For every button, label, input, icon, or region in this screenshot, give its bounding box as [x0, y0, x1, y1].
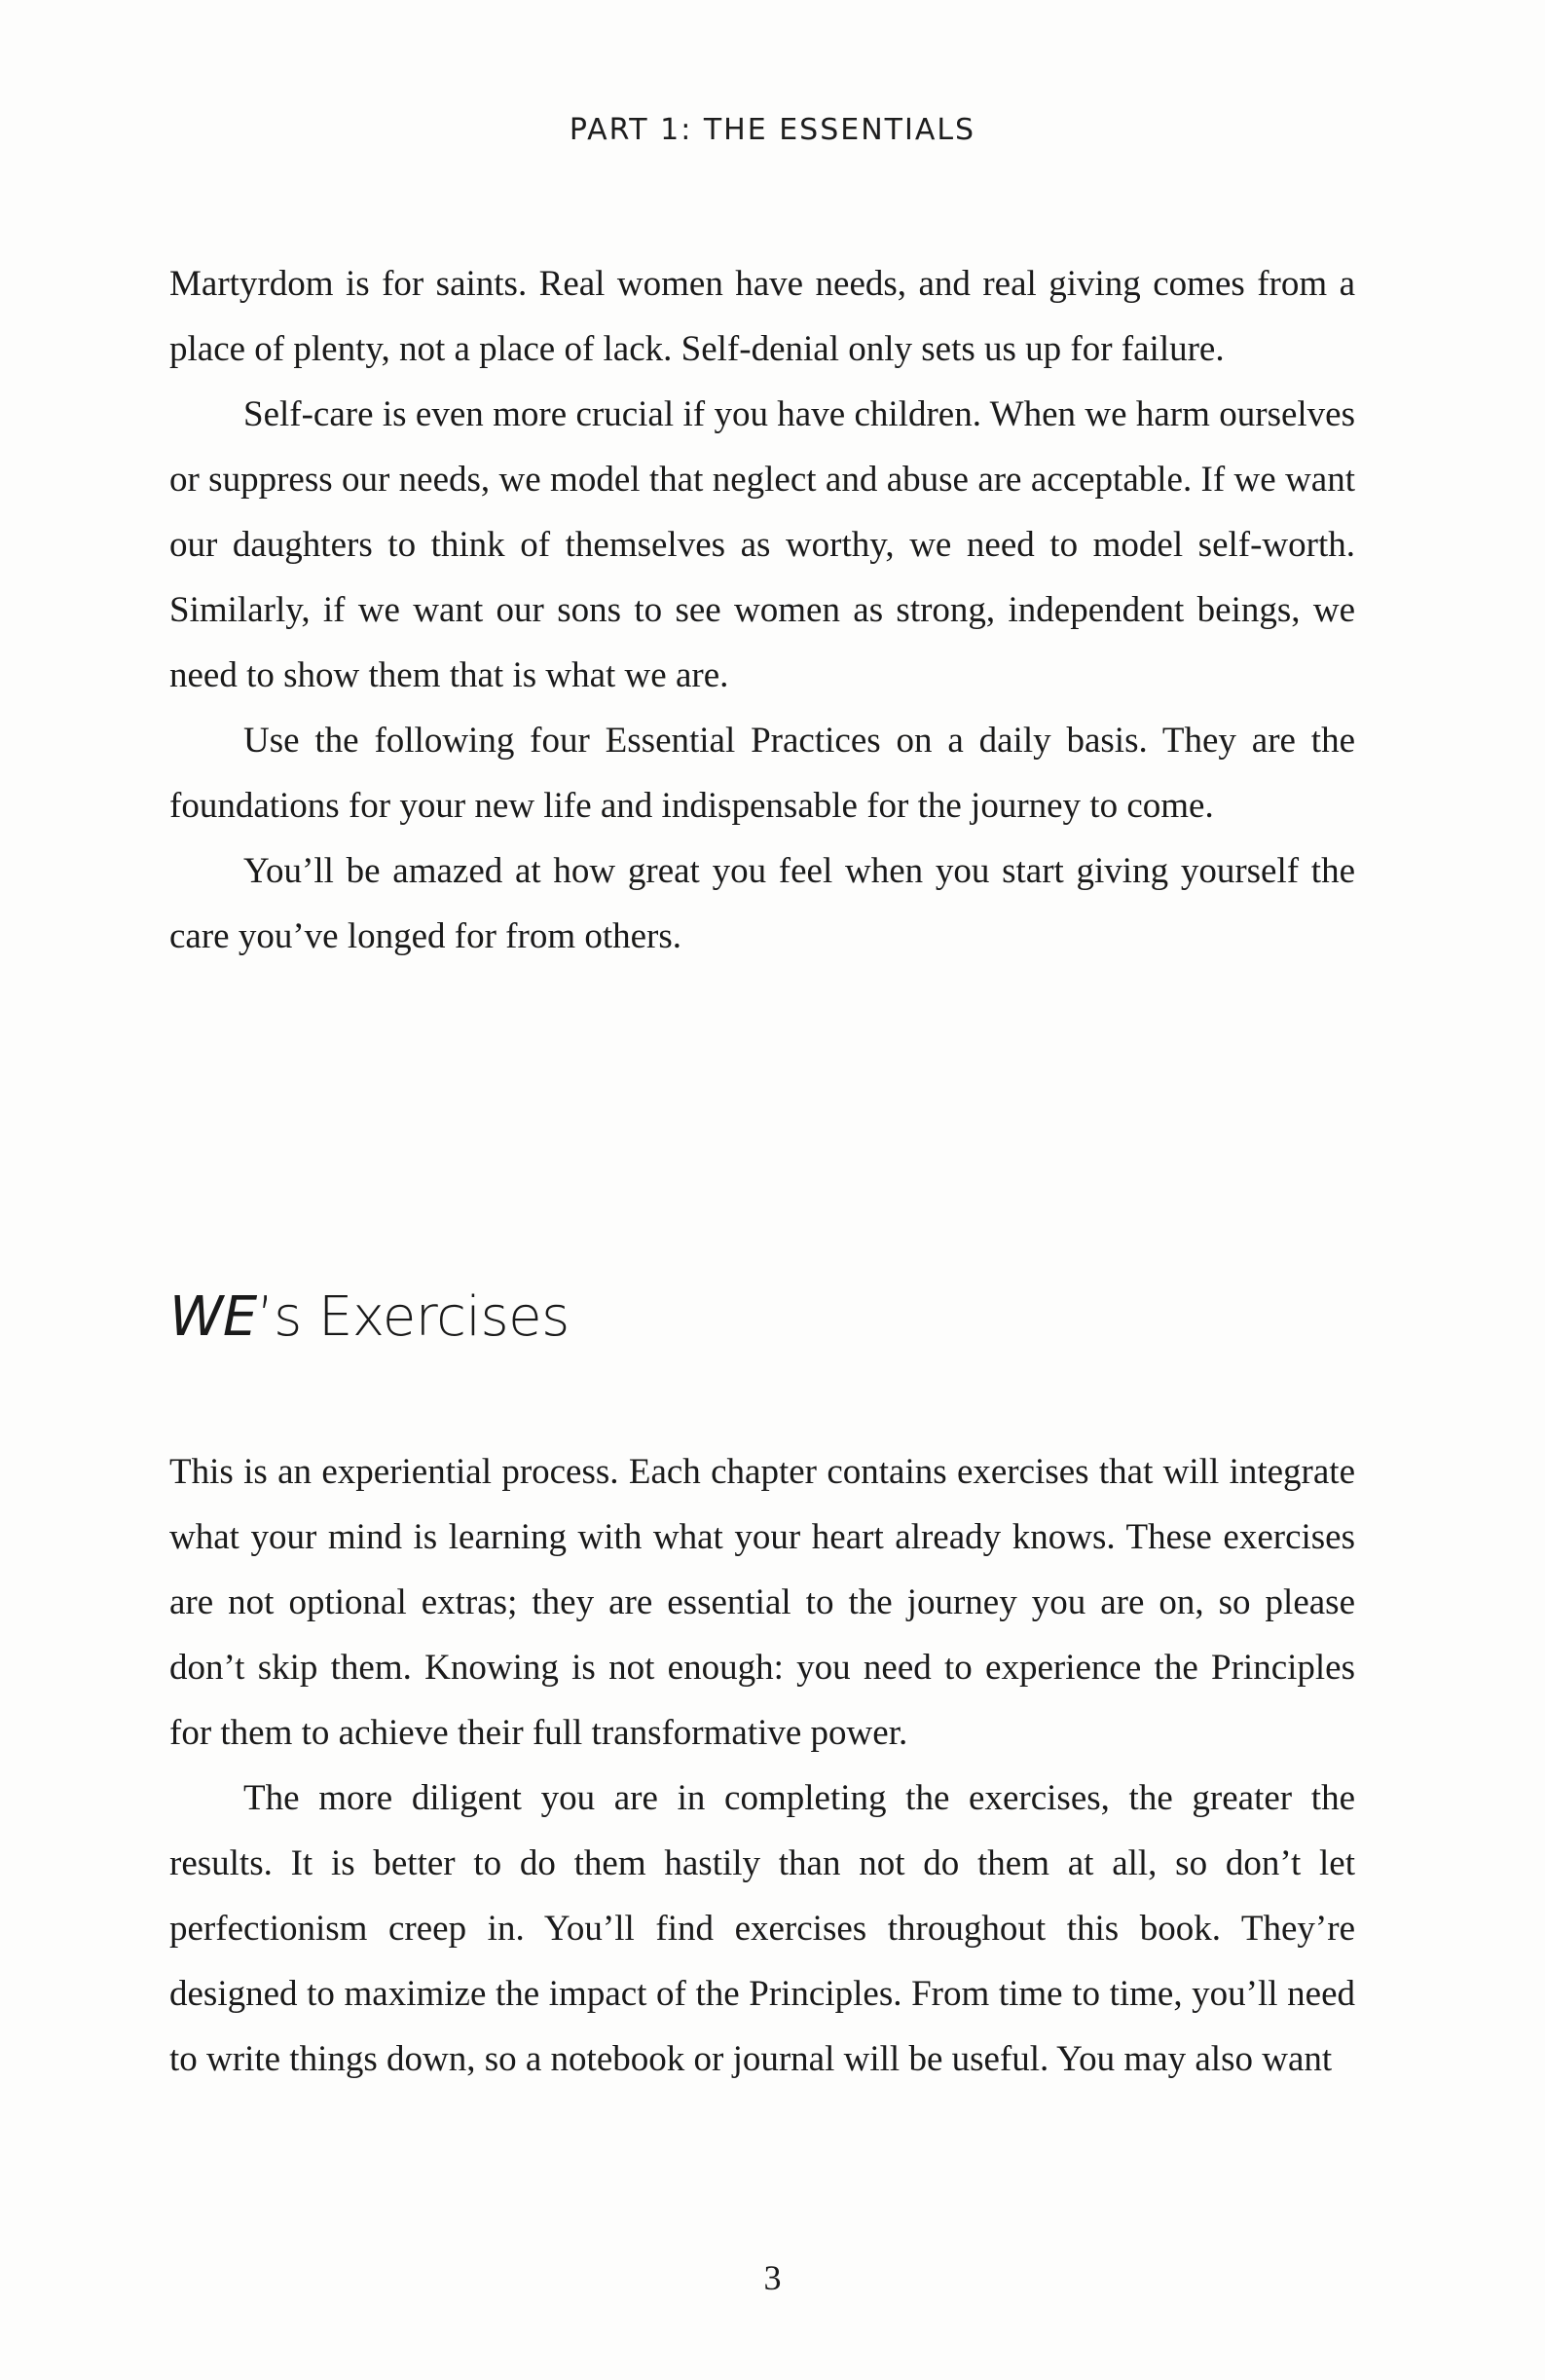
section-text-block — [169, 1439, 1355, 2092]
paragraph: Martyrdom is for saints. Real women have needs, and real giving comes from a place of plenty, not a place of lack. Self-denial only sets us up for failure. — [169, 264, 1355, 369]
paragraph: The more diligent you are in completing the exercises, the greater the results. It is better to do them hastily than not do them at all, so don’t let perfectionism creep in. You’ll find exercises throughout this book. They’re designed to maximize the impact of the Principles. From time to time, you’ll need to write things down, so a notebook or journal will be useful. You may also want — [169, 1778, 1355, 2079]
paragraph: Self-care is even more crucial if you have children. When we harm ourselves or suppress our needs, we model that neglect and abuse are acceptable. If we want our daughters to think of themselves as worthy, we need to model self-worth. Similarly, if we want our sons to see women as strong, independent beings, we need to show them that is what we are. — [169, 394, 1355, 695]
paragraph: This is an experiential process. Each chapter contains exercises that will integrate what your mind is learning with what your heart already knows. These exercises are not optional extras; they are essential to the journey you are on, so please don’t skip them. Knowing is not enough: you need to experience the Principles for them to achieve their full transformative power. — [169, 1452, 1355, 1753]
paragraph: Use the following four Essential Practices on a daily basis. They are the foundations for your new life and indispensable for the journey to come. — [169, 721, 1355, 826]
section-heading-italic: WE — [169, 1285, 257, 1349]
paragraph: You’ll be amazed at how great you feel when you start giving yourself the care you’ve longed for from others. — [169, 851, 1355, 956]
intro-text-block — [169, 251, 1355, 969]
section-heading — [169, 1285, 570, 1349]
section-heading-rest: ’s Exercises — [256, 1285, 570, 1349]
running-head: PART 1: THE ESSENTIALS — [569, 113, 976, 147]
page-number: 3 — [763, 2258, 782, 2297]
